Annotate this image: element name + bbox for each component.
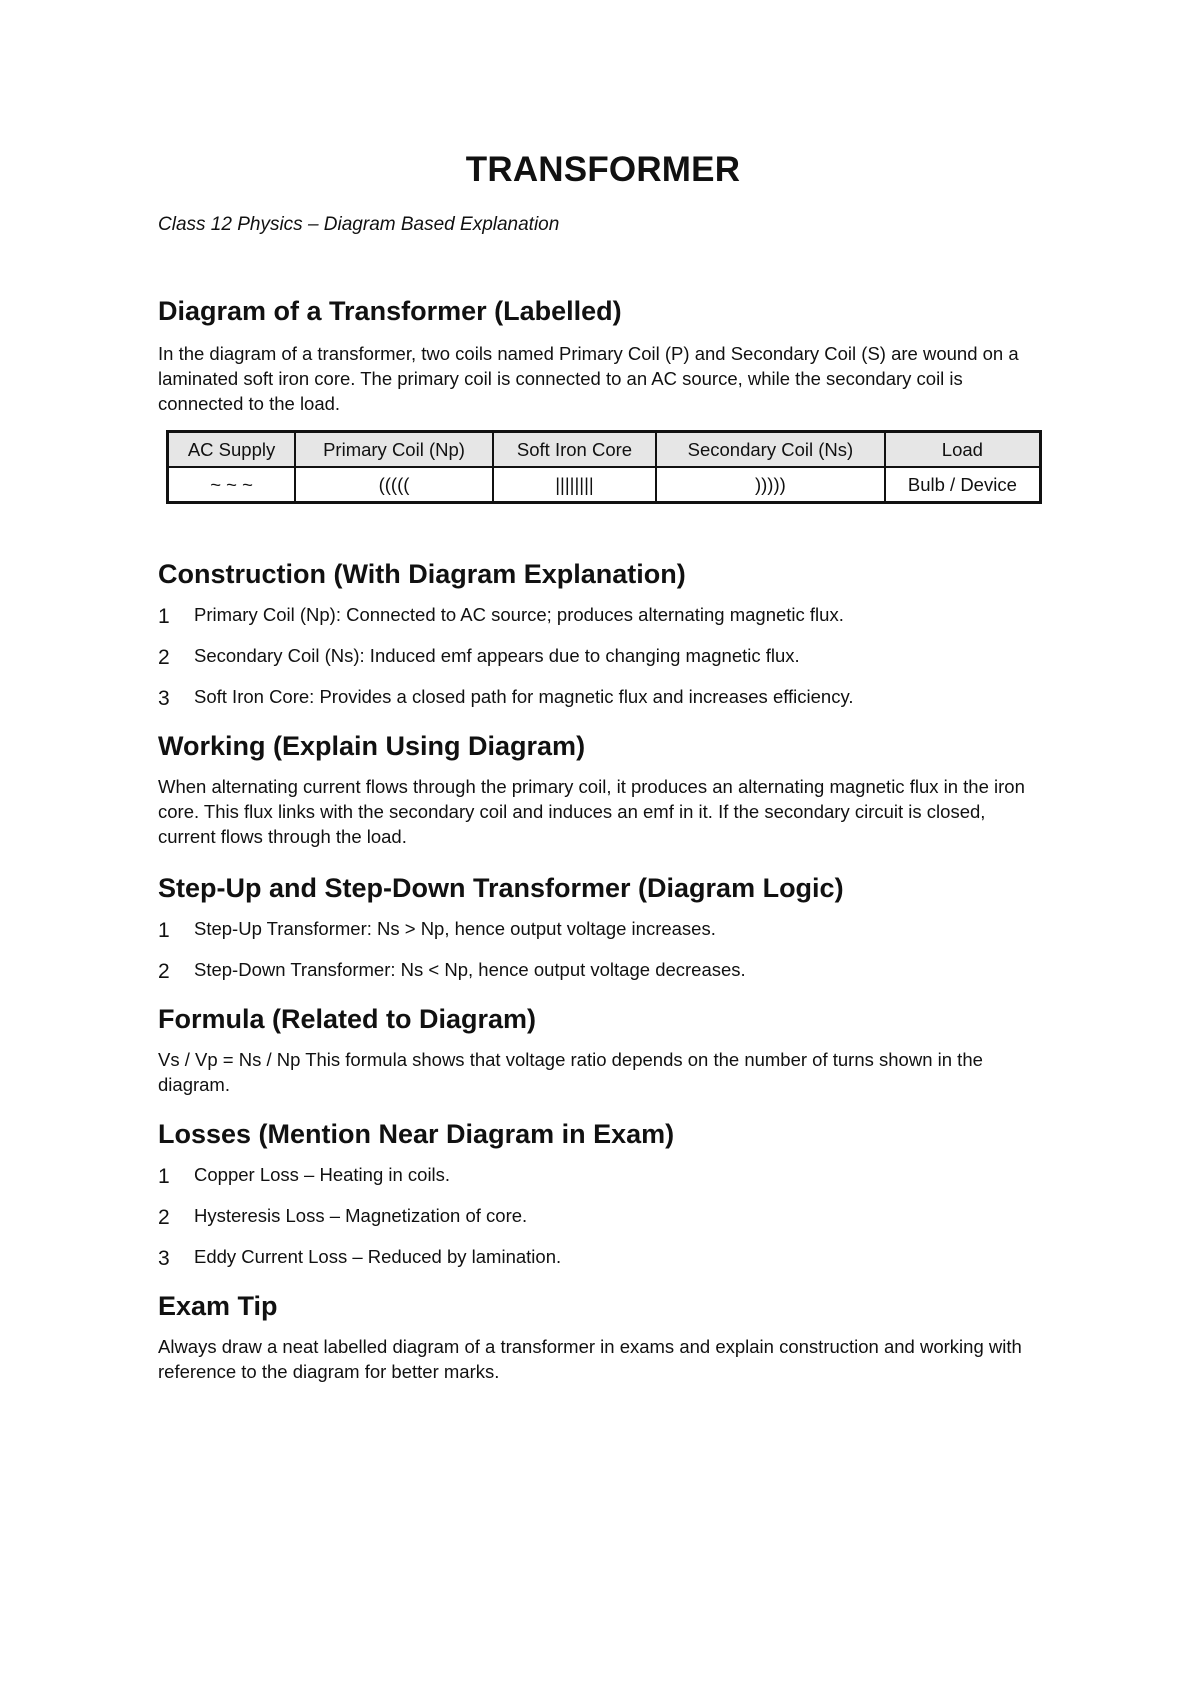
diagram-paragraph: In the diagram of a transformer, two coils named Primary Coil (P) and Secondary Coil (S) are wound on a laminated soft iron core. The primary coil is connected to an AC source, while the secondary coil is connected to the load.	[158, 343, 1019, 414]
list-item	[158, 1244, 1048, 1269]
diagram-section	[158, 296, 1048, 504]
list-number: 2	[158, 646, 170, 669]
table-header-cell: Primary Coil (Np)	[295, 432, 493, 468]
construction-heading: Construction (With Diagram Explanation)	[158, 559, 686, 589]
list-number: 1	[158, 1165, 170, 1188]
list-text: Step-Down Transformer: Ns < Np, hence output voltage decreases.	[194, 959, 746, 980]
table-header-cell: Load	[885, 432, 1041, 468]
list-item	[158, 602, 1048, 627]
list-item	[158, 643, 1048, 668]
table-cell: ~ ~ ~	[168, 467, 296, 503]
losses-heading: Losses (Mention Near Diagram in Exam)	[158, 1119, 675, 1149]
losses-list	[158, 1162, 1048, 1269]
list-item	[158, 957, 1048, 982]
list-text: Secondary Coil (Ns): Induced emf appears due to changing magnetic flux.	[194, 645, 800, 666]
diagram-heading: Diagram of a Transformer (Labelled)	[158, 296, 622, 326]
construction-section	[158, 559, 1048, 709]
list-number: 2	[158, 1206, 170, 1229]
table-cell: )))))	[656, 467, 885, 503]
list-number: 1	[158, 919, 170, 942]
list-number: 2	[158, 960, 170, 983]
losses-section	[158, 1119, 1048, 1269]
formula-section	[158, 1004, 1048, 1097]
page-subtitle: Class 12 Physics – Diagram Based Explanation	[158, 214, 560, 235]
construction-list	[158, 602, 1048, 709]
step-section	[158, 873, 1048, 982]
exam-tip-paragraph: Always draw a neat labelled diagram of a transformer in exams and explain construction and working with reference to the diagram for better marks.	[158, 1336, 1022, 1382]
working-paragraph: When alternating current flows through the primary coil, it produces an alternating magnetic flux in the iron core. This flux links with the secondary coil and induces an emf in it. If the secondary circuit is closed, current flows through the load.	[158, 776, 1025, 847]
list-item	[158, 1162, 1048, 1187]
list-item	[158, 916, 1048, 941]
list-number: 1	[158, 605, 170, 628]
table-cell: Bulb / Device	[885, 467, 1041, 503]
table-header-row	[168, 432, 1041, 468]
list-item	[158, 684, 1048, 709]
table-cell: (((((	[295, 467, 493, 503]
table-header-cell: Secondary Coil (Ns)	[656, 432, 885, 468]
list-text: Hysteresis Loss – Magnetization of core.	[194, 1205, 528, 1226]
list-item	[158, 1203, 1048, 1228]
table-header-cell: Soft Iron Core	[493, 432, 656, 468]
document-page	[158, 150, 1048, 1384]
table-row	[168, 467, 1041, 503]
exam-tip-section	[158, 1291, 1048, 1384]
working-section	[158, 731, 1048, 849]
transformer-table	[166, 430, 1042, 504]
formula-heading: Formula (Related to Diagram)	[158, 1004, 537, 1034]
list-text: Primary Coil (Np): Connected to AC source; produces alternating magnetic flux.	[194, 604, 844, 625]
formula-paragraph: Vs / Vp = Ns / Np This formula shows that voltage ratio depends on the number of turns shown in the diagram.	[158, 1049, 983, 1095]
step-list	[158, 916, 1048, 982]
list-text: Copper Loss – Heating in coils.	[194, 1164, 451, 1185]
table-header-cell: AC Supply	[168, 432, 296, 468]
list-text: Soft Iron Core: Provides a closed path for magnetic flux and increases efficiency.	[194, 686, 854, 707]
working-heading: Working (Explain Using Diagram)	[158, 731, 586, 761]
step-heading: Step-Up and Step-Down Transformer (Diagram Logic)	[158, 873, 844, 903]
exam-tip-heading: Exam Tip	[158, 1291, 278, 1321]
list-text: Eddy Current Loss – Reduced by lamination.	[194, 1246, 562, 1267]
table-cell: ||||||||	[493, 467, 656, 503]
list-text: Step-Up Transformer: Ns > Np, hence output voltage increases.	[194, 918, 716, 939]
list-number: 3	[158, 687, 170, 710]
list-number: 3	[158, 1247, 170, 1270]
page-title: TRANSFORMER	[465, 150, 741, 189]
